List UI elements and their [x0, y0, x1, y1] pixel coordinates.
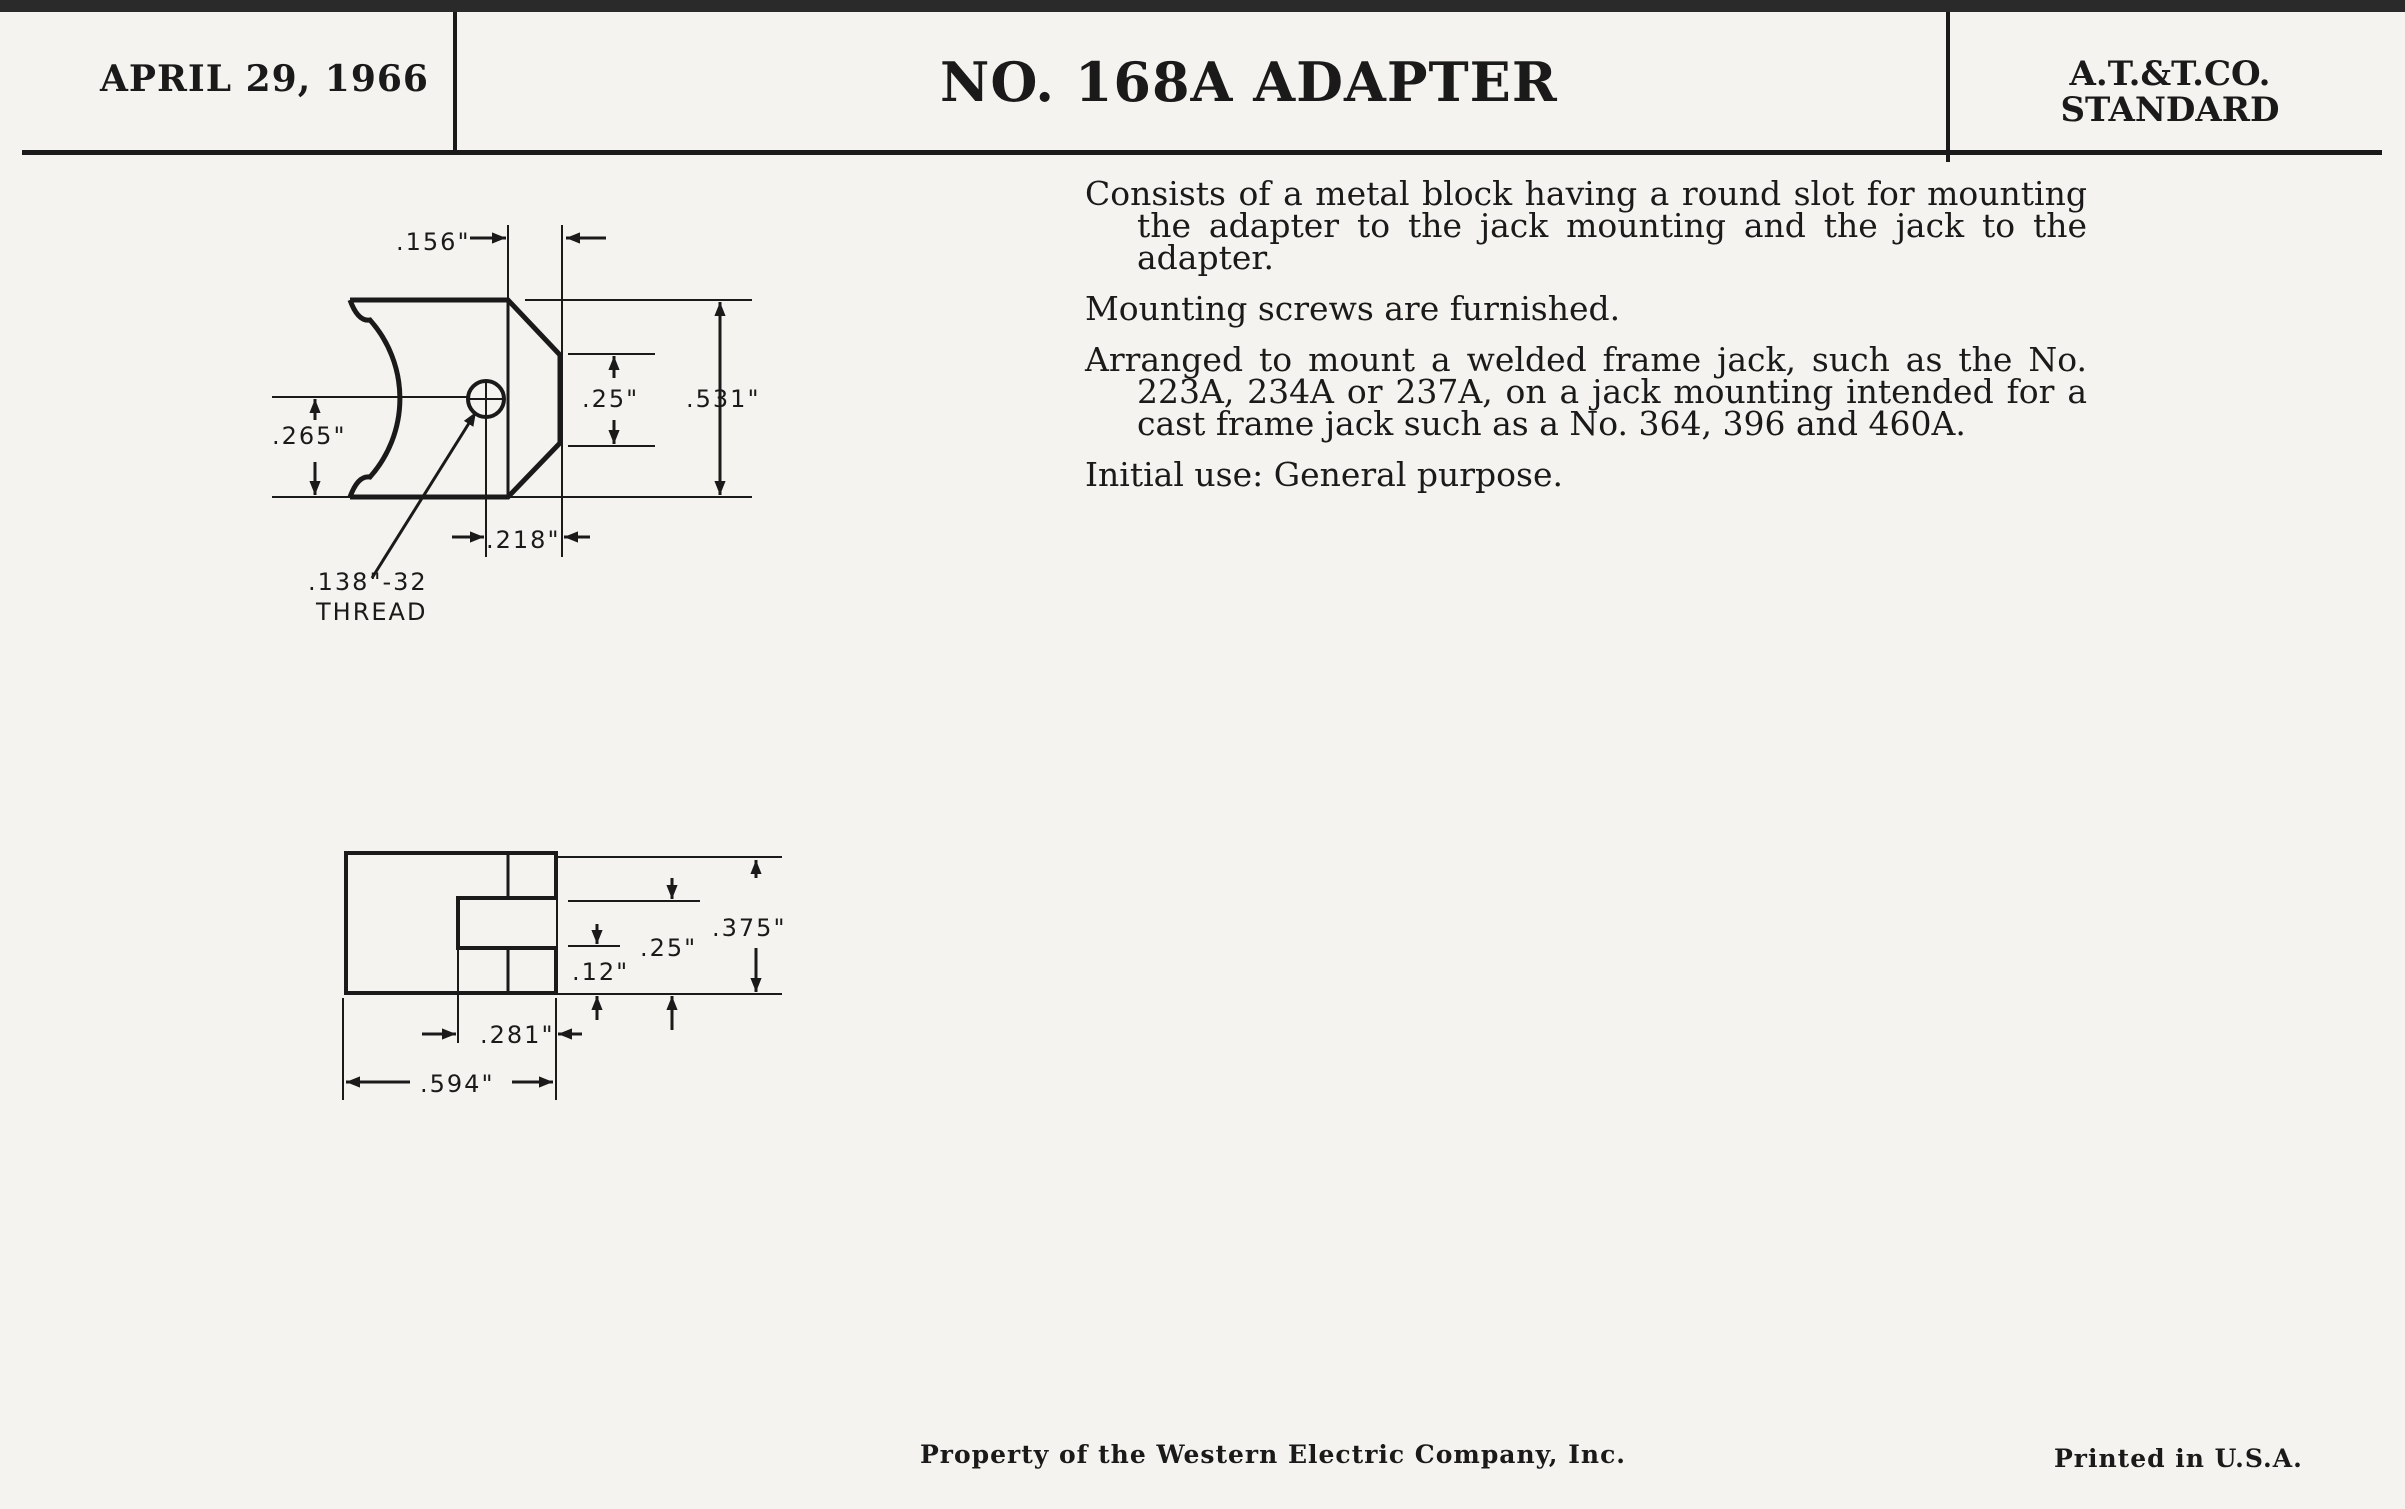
card-date: APRIL 29, 1966 [100, 58, 429, 100]
description-paragraph: Consists of a metal block having a round slot for mounting the adapter to the jack mounting and the jack to the adapter. [1085, 174, 2087, 277]
standard-line-1: A.T.&T.CO. [2069, 54, 2271, 94]
thread-spec: .138"-32 [308, 568, 428, 596]
dim-25-side: .25" [640, 934, 698, 962]
footer-printed: Printed in U.S.A. [2054, 1444, 2303, 1473]
dim-218: .218" [486, 526, 561, 554]
dim-12: .12" [572, 958, 630, 986]
dim-156: .156" [396, 228, 471, 256]
dim-25-top: .25" [582, 385, 640, 413]
side-view-slot [458, 898, 556, 948]
dim-531: .531" [686, 385, 761, 413]
dim-375: .375" [712, 914, 787, 942]
dim-265: .265" [272, 422, 347, 450]
round-slot-arc [350, 300, 400, 497]
description-paragraph: Initial use: General purpose. [1085, 455, 1563, 494]
top-view-labels [272, 228, 760, 626]
adapter-body-outline [350, 300, 560, 497]
dim-594: .594" [420, 1070, 495, 1098]
thread-label: THREAD [316, 598, 428, 626]
description-paragraph: Arranged to mount a welded frame jack, such as the No. 223A, 234A or 237A, on a jack mounting intended for a cast frame jack such as a No. 364, 396 and 460A. [1085, 340, 2087, 443]
standard-line-2: STANDARD [2060, 90, 2280, 130]
card-title: NO. 168A ADAPTER [940, 50, 1558, 114]
dim-281: .281" [480, 1021, 555, 1049]
footer-property: Property of the Western Electric Company, Inc. [920, 1440, 1627, 1469]
side-view [343, 853, 782, 1100]
description-paragraph: Mounting screws are furnished. [1085, 289, 1621, 328]
